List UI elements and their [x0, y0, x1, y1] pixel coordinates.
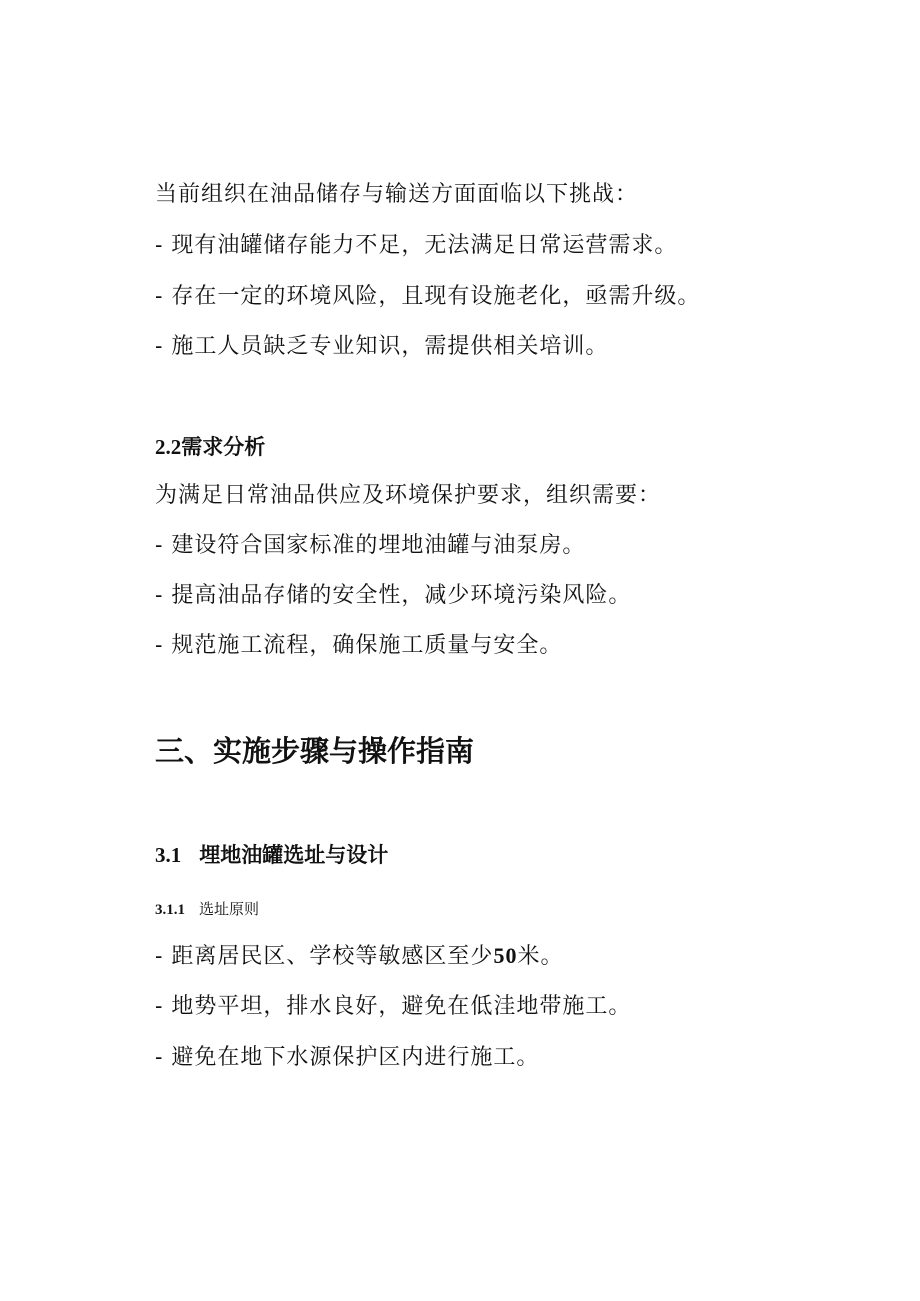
site-item-1-prefix: - 距离居民区、学校等敏感区至少: [155, 944, 494, 969]
section-2-2-number: 2.2: [155, 435, 182, 459]
challenge-item-3: - 施工人员缺乏专业知识，需提供相关培训。: [155, 334, 609, 359]
section-3-1-heading: [155, 840, 388, 870]
challenge-item-2: - 存在一定的环境风险，且现有设施老化，亟需升级。: [155, 284, 701, 309]
challenge-item-1: - 现有油罐储存能力不足，无法满足日常运营需求。: [155, 233, 678, 258]
challenges-intro: 当前组织在油品储存与输送方面面临以下挑战：: [155, 182, 639, 207]
chapter-3-heading: 三、实施步骤与操作指南: [155, 734, 475, 768]
section-2-2-title: 需求分析: [181, 435, 266, 459]
site-item-1: [155, 941, 563, 972]
site-item-2: - 地势平坦，排水良好，避免在低洼地带施工。: [155, 994, 632, 1019]
site-item-1-distance: 50: [493, 943, 518, 968]
needs-intro: 为满足日常油品供应及环境保护要求，组织需要：: [155, 483, 662, 508]
section-2-2-heading: [155, 432, 265, 462]
section-3-1-1-heading: [155, 898, 259, 921]
need-item-1: - 建设符合国家标准的埋地油罐与油泵房。: [155, 533, 586, 558]
section-3-1-number: 3.1: [155, 843, 182, 867]
need-item-2: - 提高油品存储的安全性，减少环境污染风险。: [155, 583, 632, 608]
section-3-1-title: 埋地油罐选址与设计: [199, 843, 389, 867]
site-item-1-suffix: 米。: [517, 944, 564, 969]
section-3-1-1-number: 3.1.1: [155, 902, 185, 918]
site-item-3: - 避免在地下水源保护区内进行施工。: [155, 1045, 540, 1070]
section-3-1-1-title: 选址原则: [199, 900, 260, 918]
need-item-3: - 规范施工流程，确保施工质量与安全。: [155, 633, 563, 658]
